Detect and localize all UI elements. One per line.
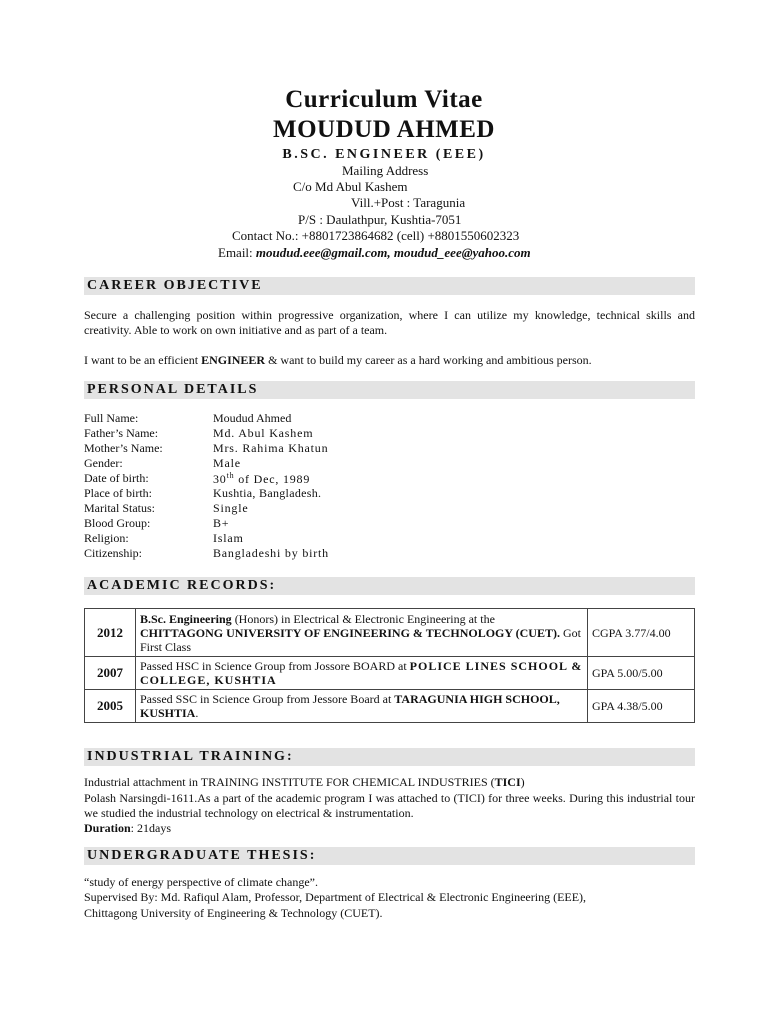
duration-label: Duration [84, 821, 131, 835]
thesis-university: Chittagong University of Engineering & Technology (CUET). [84, 906, 383, 920]
academic-description [136, 690, 588, 723]
industrial-training-heading: INDUSTRIAL TRAINING: [87, 749, 294, 764]
academic-year: 2012 [85, 609, 136, 657]
training-institute-line [84, 775, 695, 790]
academic-description [136, 657, 588, 690]
religion-value: Islam [213, 531, 244, 545]
training-institute-text: Industrial attachment in TRAINING INSTITUTE FOR CHEMICAL INDUSTRIES ( [84, 775, 495, 789]
academic-description [136, 609, 588, 657]
personal-details-heading: PERSONAL DETAILS [87, 382, 259, 397]
marital-status-label: Marital Status: [84, 501, 155, 515]
at-word: at [395, 659, 410, 673]
address-police-station: P/S : Daulathpur, Kushtia-7051 [298, 212, 462, 227]
date-of-birth-value [213, 471, 310, 487]
training-description: Polash Narsingdi-1611.As a part of the academic program I was attached to (TICI) for three weeks. During this industrial tour we studied the industrial technology on electrical & instrumentation. [84, 791, 695, 820]
academic-year: 2007 [85, 657, 136, 690]
personal-details-heading-bar [84, 381, 695, 399]
mailing-address-label: Mailing Address [342, 163, 429, 178]
address-care-of: C/o Md Abul Kashem [293, 179, 408, 194]
degree-line: B.SC. ENGINEER (EEE) [282, 147, 486, 162]
board-word: BOARD [352, 659, 395, 673]
academic-year: 2005 [85, 690, 136, 723]
career-goal-engineer: ENGINEER [201, 353, 266, 367]
fathers-name-label: Father’s Name: [84, 426, 159, 440]
degree-detail: (Honors) in Electrical & Electronic Engineering at the [231, 611, 495, 626]
place-of-birth-value: Kushtia, Bangladesh. [213, 486, 322, 500]
career-goal-text-start: I want to be an efficient [84, 353, 202, 367]
career-objective-paragraph: Secure a challenging position within progressive organization, where I can utilize my knowledge, technical skills and creativity. Able to work on own initiative and as part of a team. [84, 308, 695, 337]
institution-name: POLICE LINES SCHOOL & COLLEGE, KUSHTIA [140, 659, 583, 687]
academic-result: GPA 5.00/5.00 [588, 657, 695, 690]
thesis-heading-bar [84, 847, 695, 865]
academic-records-heading-bar [84, 577, 695, 595]
citizenship-value: Bangladeshi by birth [213, 546, 329, 560]
closing-paren: ) [520, 775, 525, 789]
marital-status-value: Single [213, 501, 249, 515]
career-goal-text-end: & want to build my career as a hard working and ambitious person. [265, 353, 592, 367]
table-row [85, 690, 695, 723]
dob-suffix: th [226, 471, 235, 480]
date-of-birth-label: Date of birth: [84, 471, 149, 485]
institution-name: CHITTAGONG UNIVERSITY OF ENGINEERING & TECHNOLOGY (CUET). [140, 625, 560, 640]
sentence-end: . [195, 706, 199, 720]
exam-detail: Passed SSC in Science Group from Jessore Board at [140, 692, 395, 706]
address-village: Vill.+Post : Taragunia [351, 195, 466, 210]
table-row [85, 609, 695, 657]
thesis-title: “study of energy perspective of climate change”. [84, 875, 319, 889]
thesis-supervisor: Supervised By: Md. Rafiqul Alam, Professor, Department of Electrical & Electronic Engineering (EEE), [84, 890, 587, 904]
table-row [85, 657, 695, 690]
academic-result: GPA 4.38/5.00 [588, 690, 695, 723]
degree-title: B.Sc. Engineering [140, 611, 232, 626]
gender-value: Male [213, 456, 241, 470]
training-duration [84, 821, 695, 836]
mothers-name-label: Mother’s Name: [84, 441, 163, 455]
gender-label: Gender: [84, 456, 123, 470]
document-title: Curriculum Vitae [285, 86, 483, 113]
training-institute-abbr: TICI [494, 775, 521, 789]
email-line [218, 245, 531, 261]
fathers-name-value: Md. Abul Kashem [213, 426, 314, 440]
academic-records-heading: ACADEMIC RECORDS: [87, 578, 277, 593]
duration-value: : 21days [130, 821, 172, 835]
thesis-heading: UNDERGRADUATE THESIS: [87, 848, 317, 863]
industrial-training-heading-bar [84, 748, 695, 766]
career-objective-heading-bar [84, 277, 695, 295]
academic-records-table [84, 608, 695, 723]
blood-group-label: Blood Group: [84, 516, 151, 530]
contact-number: Contact No.: +8801723864682 (cell) +8801550602323 [232, 228, 520, 243]
email-address[interactable]: moudud.eee@gmail.com, moudud_eee@yahoo.com [255, 245, 531, 260]
dob-rest: of Dec, 1989 [234, 472, 311, 486]
career-goal-paragraph [84, 353, 695, 368]
academic-result: CGPA 3.77/4.00 [588, 609, 695, 657]
dob-day: 30 [213, 472, 227, 486]
mothers-name-value: Mrs. Rahima Khatun [213, 441, 329, 455]
religion-label: Religion: [84, 531, 129, 545]
blood-group-value: B+ [213, 516, 230, 530]
exam-detail: Passed HSC in Science Group from Jossore [140, 659, 353, 673]
full-name-value: Moudud Ahmed [213, 411, 292, 425]
institution-name: TARAGUNIA HIGH SCHOOL, KUSHTIA [140, 692, 560, 720]
email-label: Email: [218, 245, 256, 260]
full-name-label: Full Name: [84, 411, 139, 425]
citizenship-label: Citizenship: [84, 546, 142, 560]
degree-class: Got First Class [140, 625, 581, 654]
candidate-name: MOUDUD AHMED [273, 116, 495, 143]
career-objective-heading: CAREER OBJECTIVE [87, 278, 263, 293]
place-of-birth-label: Place of birth: [84, 486, 152, 500]
